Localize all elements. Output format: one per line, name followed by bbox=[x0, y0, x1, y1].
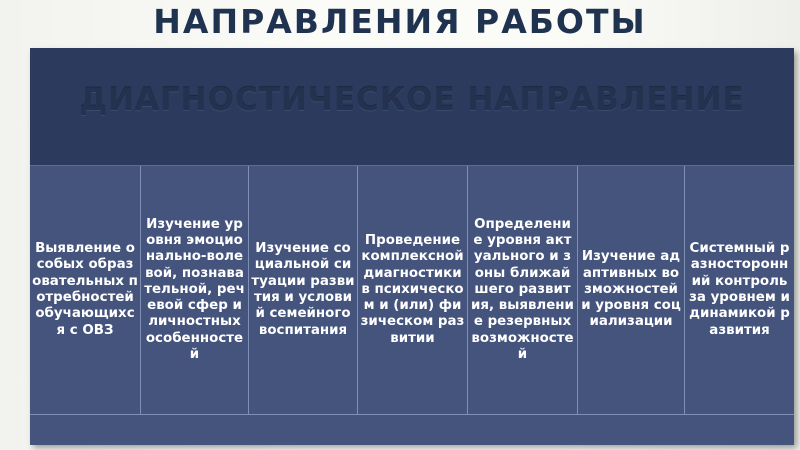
table-cell-4 bbox=[358, 166, 468, 414]
table-cell-6 bbox=[578, 166, 685, 414]
slide-title: НАПРАВЛЕНИЯ РАБОТЫ bbox=[153, 2, 647, 41]
table-cell-6-text: Изучение адаптивных возможностей и уровня социализации bbox=[581, 249, 681, 330]
table-header-cell bbox=[30, 48, 794, 166]
table-row bbox=[30, 166, 794, 414]
table-cell-5-text: Определение уровня актуального и зоны ближайшего развития, выявление резервных возможностей bbox=[471, 216, 574, 363]
table-cell-7 bbox=[685, 166, 794, 414]
table-header-text: ДИАГНОСТИЧЕСКОЕ НАПРАВЛЕНИЕ bbox=[79, 82, 745, 118]
table-cell-5 bbox=[468, 166, 578, 414]
directions-table bbox=[30, 48, 794, 444]
table-cell-1 bbox=[30, 166, 141, 414]
table-cell-3-text: Изучение социальной ситуации развития и условий семейного воспитания bbox=[251, 241, 355, 338]
table-cell-1-text: Выявление особых образовательных потребностей обучающихся с ОВЗ bbox=[32, 241, 138, 338]
table-cell-3 bbox=[249, 166, 358, 414]
table-cell-7-text: Системный разносторонний контроль за уровнем и динамикой развития bbox=[689, 241, 790, 338]
table-cell-4-text: Проведение комплексной диагностики в психическом и (или) физическом развитии bbox=[360, 232, 465, 346]
table-cell-2-text: Изучение уровня эмоционально-волевой, познавательной, речевой сфер и личностных особенностей bbox=[144, 216, 245, 363]
table-footer-row bbox=[30, 414, 794, 445]
table-cell-2 bbox=[141, 166, 249, 414]
